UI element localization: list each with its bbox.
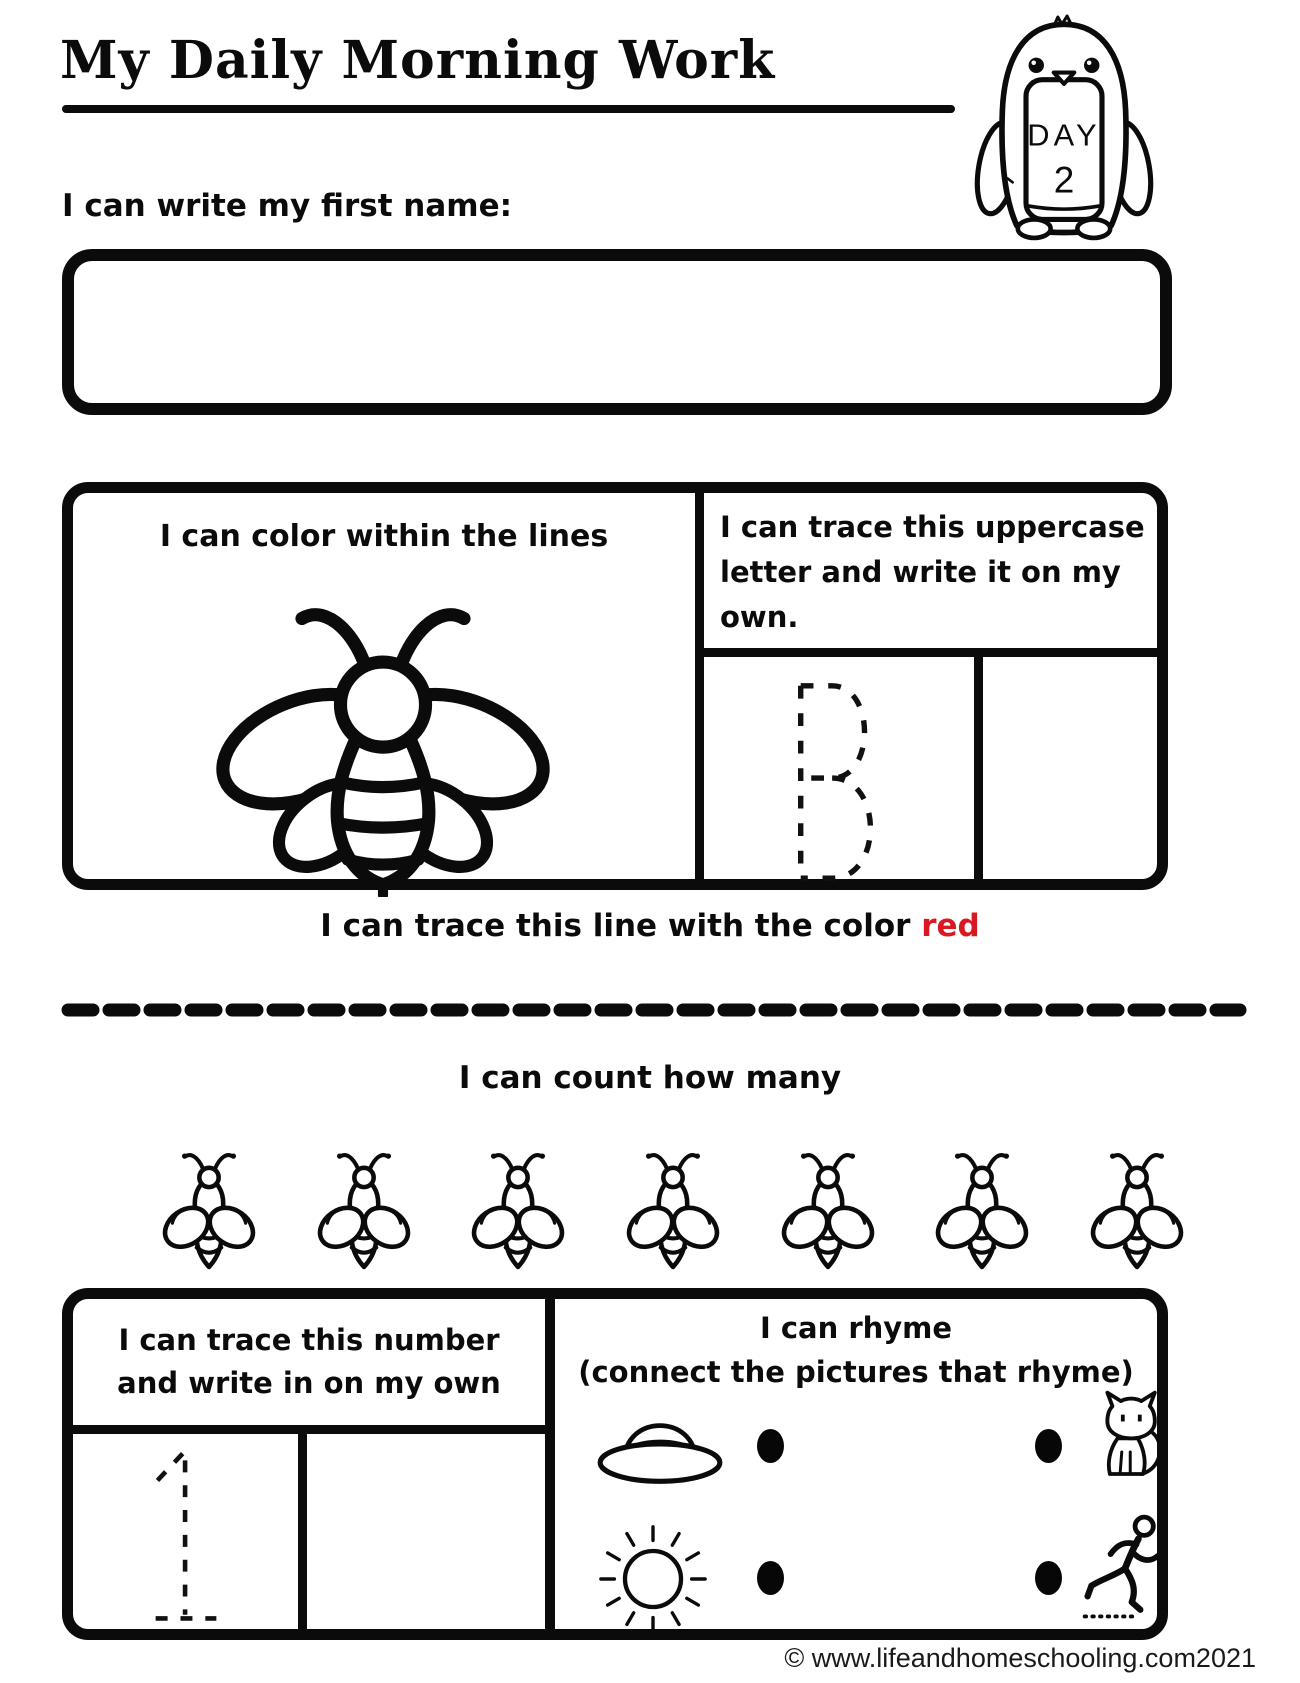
number-trace-prompt (73, 1299, 545, 1434)
line-trace-color-word: red (921, 908, 980, 944)
title-underline (62, 105, 955, 113)
count-prompt: I can count how many (458, 1060, 842, 1096)
number-1-trace[interactable] (143, 1440, 229, 1624)
cat-icon (1087, 1387, 1165, 1483)
name-prompt: I can write my first name: (62, 188, 513, 224)
letter-trace-prompt-line2: letter and write it on my own. (720, 554, 1121, 634)
dashed-trace-line[interactable] (52, 1000, 1252, 1020)
day-badge (966, 14, 1162, 242)
coloring-prompt: I can color within the lines (159, 519, 609, 554)
day-number: 2 (1053, 159, 1075, 201)
rhyme-section (545, 1299, 1157, 1629)
color-and-letter-box (62, 482, 1168, 890)
hat-icon (593, 1399, 727, 1485)
bee-icon (315, 1148, 413, 1272)
number-trace-prompt-line1: I can trace this number (118, 1322, 500, 1357)
line-trace-prompt-text: I can trace this line with the color (320, 908, 922, 944)
sun-icon (597, 1523, 709, 1635)
bee-icon (160, 1148, 258, 1272)
line-trace-prompt (0, 908, 1300, 944)
connect-dot[interactable] (757, 1429, 784, 1463)
bee-icon (624, 1148, 722, 1272)
page-title: My Daily Morning Work (60, 30, 776, 91)
bee-coloring-image[interactable] (203, 575, 563, 897)
letter-write-cell[interactable] (983, 657, 1157, 887)
number-trace-section (73, 1299, 545, 1629)
bee-icon (1088, 1148, 1186, 1272)
connect-dot[interactable] (1035, 1429, 1062, 1463)
bee-icon (779, 1148, 877, 1272)
number-and-rhyme-box (62, 1288, 1168, 1640)
bee-row (160, 1148, 1186, 1272)
coloring-section (73, 493, 695, 879)
runner-icon (1077, 1511, 1173, 1625)
number-write-cell[interactable] (307, 1434, 545, 1629)
footer-credit: © www.lifeandhomeschooling.com2021 (784, 1643, 1256, 1673)
penguin-icon (966, 14, 1162, 242)
bee-icon (933, 1148, 1031, 1272)
letter-trace-section (695, 493, 1157, 879)
letter-trace-prompt (704, 493, 1157, 657)
letter-b-trace[interactable] (785, 679, 893, 887)
number-trace-cell[interactable] (73, 1434, 307, 1629)
name-write-box[interactable] (62, 249, 1172, 415)
number-trace-prompt-line2: and write in on my own (117, 1366, 501, 1400)
letter-trace-cell[interactable] (704, 657, 983, 887)
rhyme-prompt-line1: I can rhyme (759, 1311, 953, 1345)
letter-trace-prompt-line1: I can trace this uppercase (720, 510, 1145, 544)
day-label: DAY (1027, 117, 1101, 153)
bee-icon (469, 1148, 567, 1272)
connect-dot[interactable] (1035, 1561, 1062, 1595)
connect-dot[interactable] (757, 1561, 784, 1595)
rhyme-prompt-line2: (connect the pictures that rhyme) (578, 1355, 1134, 1389)
